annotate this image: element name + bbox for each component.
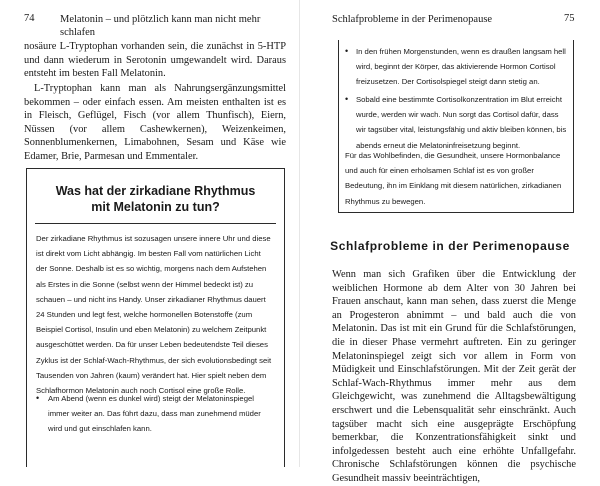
running-header-left: Melatonin – und plötzlich kann man nicht mehr schlafen (60, 14, 261, 38)
bullet-text: Am Abend (wenn es dunkel wird) steigt der Melatoninspiegel immer weiter an. Das führt dazu, dass man zunehmend müder wird und gut einschlafen kann. (48, 394, 261, 434)
food-paragraph: L-Tryptophan kann man als Nahrungsergänzungsmittel bekommen – oder einfach essen. Am meisten enthalten ist es in Fleisch, Geflügel, Fisch (vor allem Thunfisch), Eiern, Nüssen (vor allem Cashewkernen), Weizenkeimen, Sonnenblumenkernen, Limabohnen, Sesam und Käse wie Edamer, Brie, Parmesan und Emmentaler. (24, 83, 286, 162)
section-title: Schlafprobleme in der Perimenopause (330, 239, 570, 253)
page-number-left: 74 (24, 13, 35, 24)
bullet-item (36, 391, 272, 441)
section-paragraph: Wenn man sich Grafiken über die Entwicklung der weiblichen Hormone ab dem Alter von 30 Jahren bei Frauen anschaut, kann man sehen, dass zuerst die Menge an Progesteron abnimmt – und bald auch die von Melatonin. Das ist mit ein Grund für die Schlafstörungen, die in dieser Phase vermehrt auftreten. Ein zu geringer Melatoninspiegel zeigt sich vor allem in Form von Müdigkeit und Einschlafstörungen. Mit der Zeit gerät der Schlaf-Wach-Rhythmus immer mehr aus dem Gleichgewicht, was zunehmend die Alltagsbewältigung erschwert und die Lebensqualität sehr einschränkt. Auch tagsüber macht sich eine ausgeprägte Erschöpfung bemerkbar, die Konzentrationsfähigkeit sinkt und infolgedessen besteht auch eine erhöhte Unfallgefahr. Chronische Schlafstörungen können die psychische Gesundheit massiv beeinträchtigen, (332, 269, 576, 484)
left-page (0, 0, 300, 467)
box-title-divider (35, 223, 276, 224)
box-body: Der zirkadiane Rhythmus ist sozusagen unsere innere Uhr und diese ist direkt vom Licht abhängig. Im besten Fall vom natürlichen Licht der Sonne. Deshalb ist es so wichtig, morgens nach dem Aufstehen als Erstes in die Sonne (selbst wenn der Himmel bedeckt ist) zu schauen – und nicht ins Handy. Unser zirkadianer Rhythmus dauert 24 Stunden und legt fest, welche hormonellen Botenstoffe (zum Beispiel Cortisol, Insulin und eben Melatonin) zu welchem Zeitpunkt ausgeschüttet werden. Da für unser Leben bedeutendste Teil dieses Zyklus ist der Schlaf-Wach-Rhythmus, der sich evolutionsbedingt seit Tausenden von Jahren (kaum) verändert hat. Hier spielt neben dem Schlafhormon Melatonin auch noch Cortisol eine große Rolle. (36, 234, 272, 396)
intro-paragraph: nosäure L-Tryptophan vorhanden sein, die zunächst in 5-HTP und dann wiederum in Serotonin umgewandelt wird. Daraus entsteht im besten Fall Melatonin. (24, 41, 286, 80)
box-title: Was hat der zirkadiane Rhythmus mit Melatonin zu tun? (55, 184, 256, 214)
bullet-item (345, 44, 567, 90)
running-header-right: Schlafprobleme in der Perimenopause (332, 14, 493, 25)
right-page (300, 0, 600, 484)
page-number-right: 75 (564, 13, 575, 24)
bullet-dot-icon: • (345, 46, 349, 56)
box-closing-text: Für das Wohlbefinden, die Gesundheit, unsere Hormonbalance und auch für einen erholsamen Schlaf ist es von großer Bedeutung, ihn im Einklang mit diesem natürlichen, zirkadianen Rhythmus zu bewegen. (345, 151, 562, 206)
bullet-text: In den frühen Morgenstunden, wenn es draußen langsam hell wird, beginnt der Körper, das aktivierende Hormon Cortisol freizusetzen. Der Cortisolspiegel steigt dann stetig an. (356, 47, 566, 87)
info-box-left (26, 168, 285, 467)
bullet-text: Sobald eine bestimmte Cortisolkonzentration im Blut erreicht wurde, werden wir wach. Nun sorgt das Cortisol dafür, dass wir tagsüber vital, leistungsfähig und aktiv bleiben können, bis abends erneut die Melatoninfreisetzung beginnt. (356, 95, 567, 150)
bullet-dot-icon: • (345, 94, 349, 104)
bullet-item (345, 92, 567, 150)
info-box-right (338, 40, 574, 213)
bullet-dot-icon: • (36, 393, 40, 403)
